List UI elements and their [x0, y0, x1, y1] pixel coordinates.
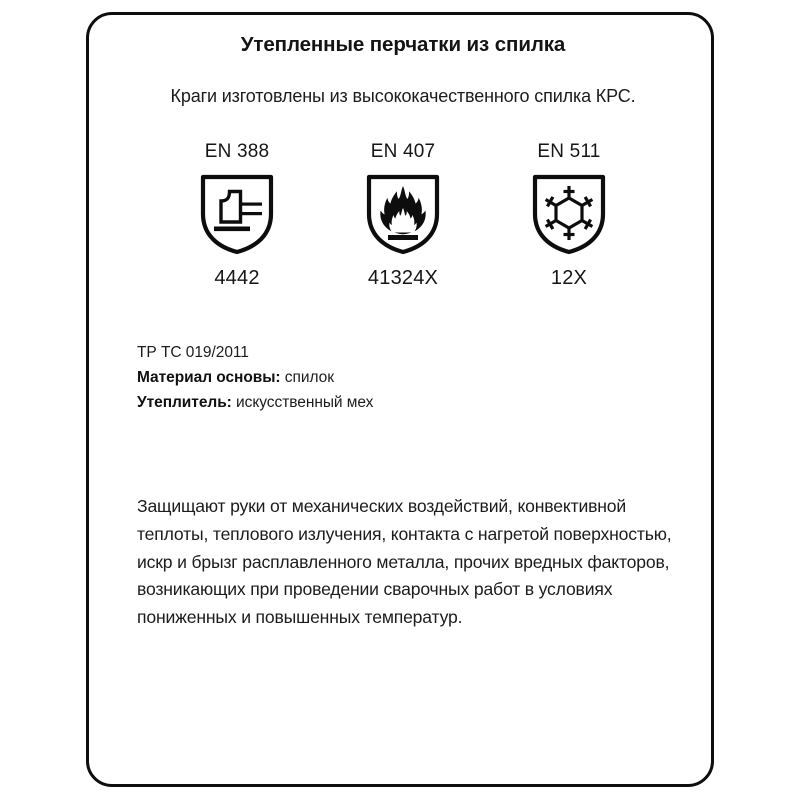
pictogram-standard-label: EN 407	[370, 140, 436, 162]
spec-value: искусственный мех	[231, 394, 374, 412]
safety-pictogram-row	[115, 108, 691, 288]
regulation-label: ТР ТС 019/2011	[137, 343, 249, 361]
pictogram-standard-label: EN 388	[204, 140, 270, 162]
shield-flame-heat-icon	[364, 172, 442, 256]
pictogram-performance-code: 12X	[550, 266, 588, 289]
spec-row-base-material	[137, 365, 691, 390]
pictogram-performance-code: 4442	[214, 266, 260, 289]
spec-key: Материал основы:	[137, 369, 281, 387]
description-paragraph: Защищают руки от механических воздействий, конвективной теплоты, теплового излучения, контакта с нагретой поверхностью, искр и брызг расплавленного металла, прочих вредных факторов, возникающих при проведении сварочных работ в условиях пониженных и повышенных температур.	[137, 495, 672, 628]
shield-snowflake-cold-icon	[530, 172, 608, 256]
spec-row-insulation	[137, 390, 691, 415]
pictogram-standard-label: EN 511	[537, 140, 601, 162]
page-title: Утепленные перчатки из спилка	[240, 33, 566, 56]
specification-block	[115, 288, 691, 415]
pictogram-en-407	[348, 142, 458, 288]
product-card-content	[89, 15, 717, 790]
spec-key: Утеплитель:	[137, 394, 232, 412]
pictogram-en-388	[182, 142, 292, 288]
pictogram-en-511	[514, 142, 624, 288]
product-card-frame	[86, 12, 714, 787]
shield-mechanical-hazard-icon	[198, 172, 276, 256]
spec-value: спилок	[280, 369, 334, 387]
pictogram-performance-code: 41324X	[367, 266, 439, 289]
lead-paragraph: Краги изготовлены из высококачественного спилка КРС.	[170, 85, 636, 106]
